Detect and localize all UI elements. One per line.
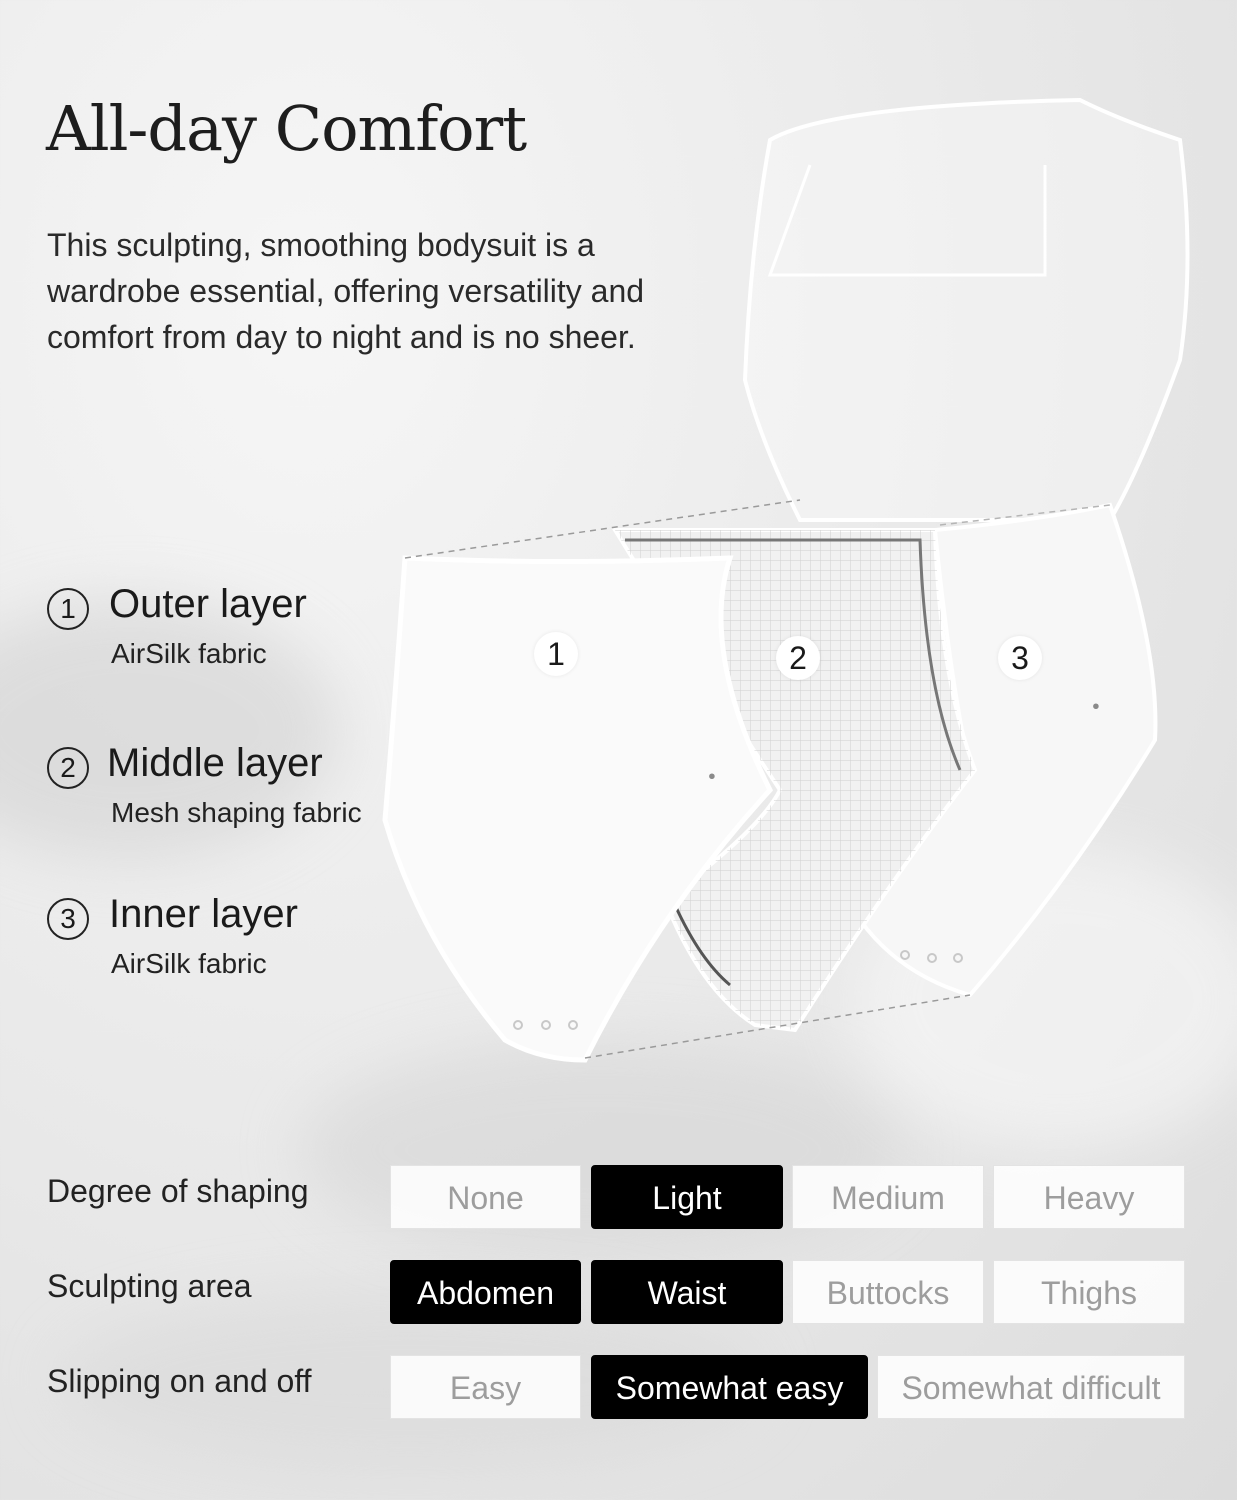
layer-number: 3 <box>47 898 89 940</box>
layer-badge-1: 1 <box>534 632 578 676</box>
layer-badge-3: 3 <box>998 636 1042 680</box>
shaping-option-medium: Medium <box>792 1165 984 1229</box>
layer-name: Inner layer <box>109 892 298 936</box>
shaping-option-heavy: Heavy <box>993 1165 1185 1229</box>
layer-fabric: AirSilk fabric <box>111 638 267 669</box>
bodysuit-torso-outline <box>745 100 1188 520</box>
area-option-abdomen: Abdomen <box>390 1260 581 1324</box>
layer-fabric: AirSilk fabric <box>111 948 267 979</box>
layer-number: 1 <box>47 588 89 630</box>
product-description: This sculpting, smoothing bodysuit is a wardrobe essential, offering versatility and comfort from day to night and is no sheer. <box>47 227 645 355</box>
area-label: Sculpting area <box>47 1268 252 1304</box>
layer-number: 2 <box>47 747 89 789</box>
shaping-option-light: Light <box>591 1165 783 1229</box>
slipping-option-somewhat-difficult: Somewhat difficult <box>877 1355 1185 1419</box>
brand-mark-icon: ꔷ <box>1092 697 1100 716</box>
area-option-thighs: Thighs <box>993 1260 1185 1324</box>
layer-name: Middle layer <box>107 741 323 785</box>
slipping-option-somewhat-easy: Somewhat easy <box>591 1355 868 1419</box>
layer-name: Outer layer <box>109 582 307 626</box>
layer-fabric: Mesh shaping fabric <box>111 797 362 828</box>
shaping-label: Degree of shaping <box>47 1173 309 1209</box>
page-title: All-day Comfort <box>46 92 527 165</box>
area-option-waist: Waist <box>591 1260 783 1324</box>
slipping-option-easy: Easy <box>390 1355 581 1419</box>
brand-mark-icon: ꔷ <box>708 767 716 786</box>
shaping-option-none: None <box>390 1165 581 1229</box>
slipping-label: Slipping on and off <box>47 1363 312 1399</box>
layer-badge-2: 2 <box>776 636 820 680</box>
area-option-buttocks: Buttocks <box>792 1260 984 1324</box>
